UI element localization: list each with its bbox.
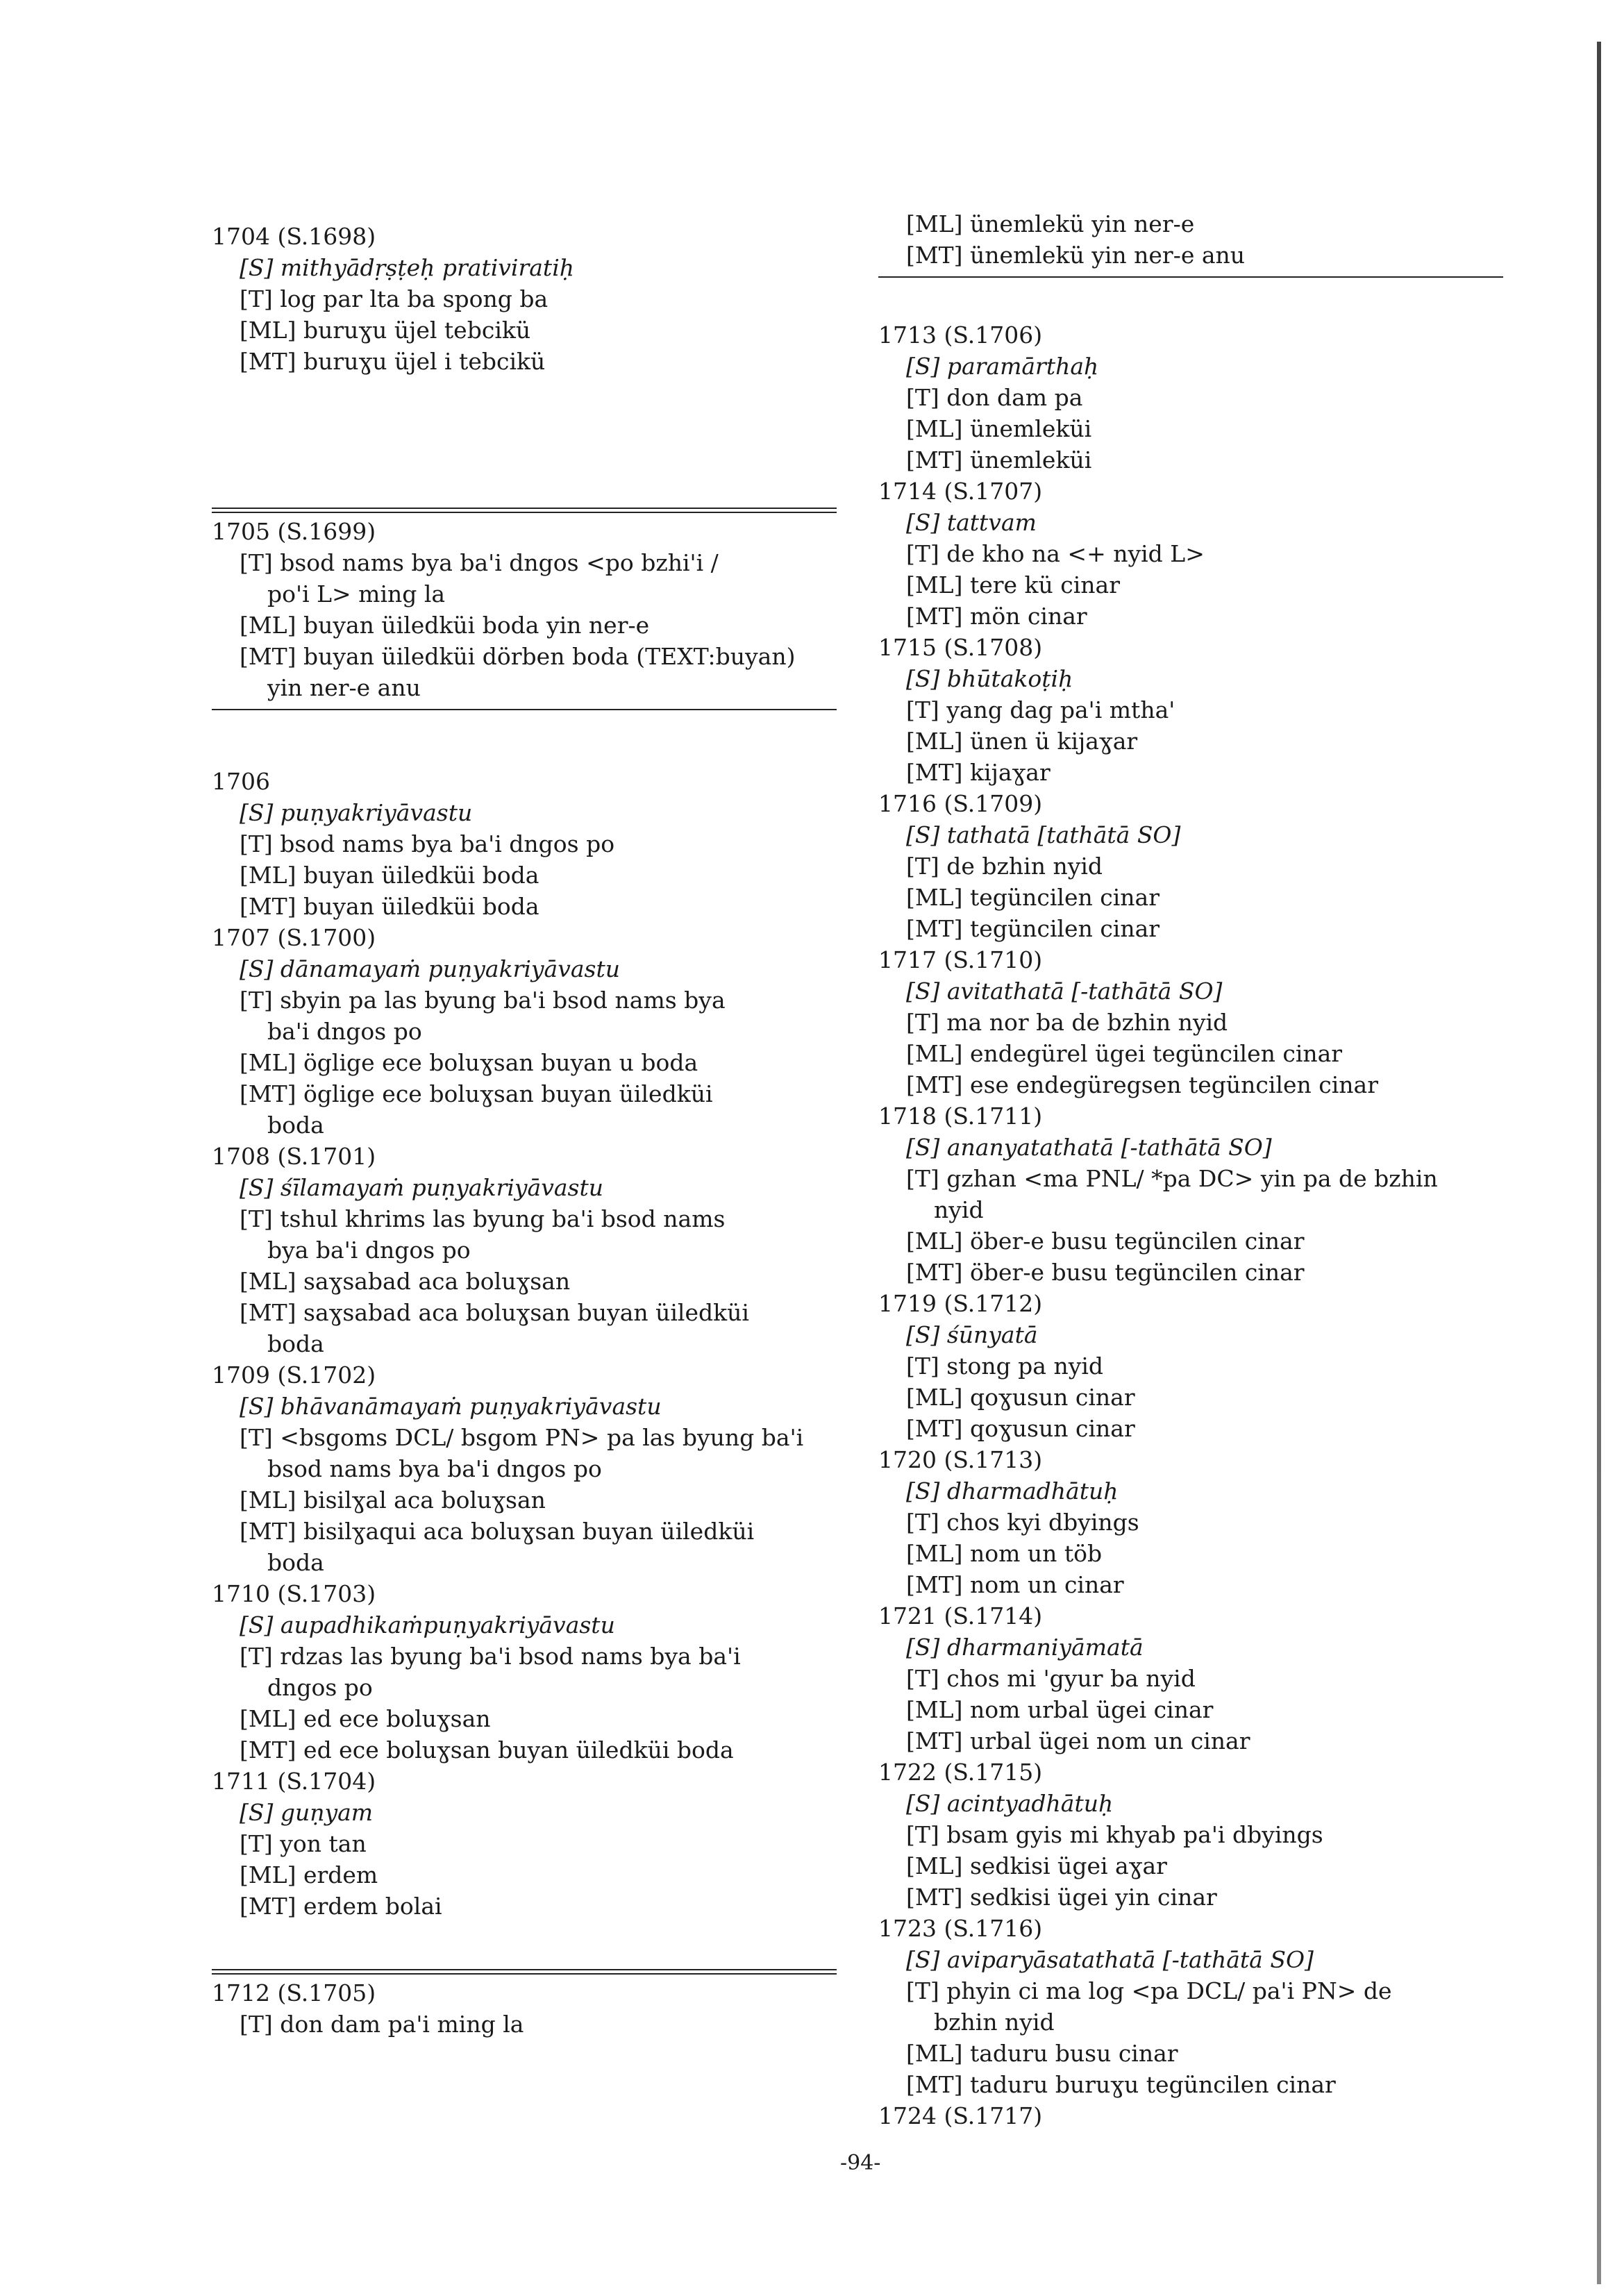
- entry-line: [S] dharmadhātuḥ: [906, 1477, 1119, 1505]
- entry-line: [ML] öglige ece boluɣsan buyan u boda: [240, 1049, 698, 1076]
- entry-header: 1714 (S.1707): [878, 478, 1043, 505]
- entry-header: 1711 (S.1704): [212, 1768, 376, 1795]
- entry-line: [ML] sedkisi ügei aɣar: [906, 1852, 1167, 1879]
- entry-header: 1712 (S.1705): [212, 1979, 376, 2006]
- entry-header: 1719 (S.1712): [878, 1290, 1043, 1317]
- left-column: [212, 221, 837, 2040]
- entry-line: [ML] taduru busu cinar: [906, 2040, 1178, 2067]
- entry-line: [MT] ed ece boluɣsan buyan üiledküi boda: [240, 1736, 734, 1763]
- spacer: [212, 717, 837, 766]
- entry-line: po'i L> ming la: [267, 580, 446, 607]
- entry-line: [ML] nom un töb: [906, 1540, 1103, 1567]
- divider: [212, 502, 837, 516]
- entry-line: [S] bhāvanāmayaṁ puṇyakriyāvastu: [240, 1393, 662, 1420]
- entry-line: bya ba'i dngos po: [267, 1237, 471, 1264]
- entry-line: [MT] ese endegüregsen tegüncilen cinar: [906, 1071, 1378, 1098]
- entry-line: [T] de kho na <+ nyid L>: [906, 540, 1205, 567]
- entry-line: [S] tathatā [tathātā SO]: [906, 821, 1181, 848]
- entry-line: [ML] buyan üiledküi boda: [240, 862, 539, 889]
- entry-line: [MT] bisilɣaqui aca boluɣsan buyan üiledküi: [240, 1518, 755, 1545]
- entry-line: [MT] öber-e busu tegüncilen cinar: [906, 1259, 1305, 1286]
- entry-header: 1715 (S.1708): [878, 634, 1043, 661]
- entry-line: yin ner-e anu: [267, 674, 421, 701]
- entry-header: 1716 (S.1709): [878, 790, 1043, 817]
- page-number: -94-: [840, 2151, 881, 2175]
- entry-line: [T] sbyin pa las byung ba'i bsod nams bya: [240, 987, 726, 1014]
- entry-line: [T] de bzhin nyid: [906, 853, 1103, 880]
- entry-line: [ML] buyan üiledküi boda yin ner-e: [240, 612, 650, 639]
- entry-header: 1704 (S.1698): [212, 223, 376, 250]
- entry-line: [MT] mön cinar: [906, 603, 1087, 630]
- entry-line: [MT] taduru buruɣu tegüncilen cinar: [906, 2071, 1336, 2098]
- entry-line: [S] dharmaniyāmatā: [906, 1634, 1144, 1661]
- page-edge: [1597, 42, 1601, 2284]
- entry-header: 1707 (S.1700): [212, 924, 376, 951]
- entry-line: [MT] urbal ügei nom un cinar: [906, 1727, 1250, 1754]
- entry-line: [MT] qoɣusun cinar: [906, 1415, 1135, 1442]
- entry-line: [MT] tegüncilen cinar: [906, 915, 1160, 942]
- spacer: [878, 285, 1503, 319]
- divider: [212, 703, 837, 717]
- entry-line: boda: [267, 1330, 324, 1357]
- entry-line: [T] log par lta ba spong ba: [240, 285, 549, 312]
- entry-line: [T] bsod nams bya ba'i dngos <po bzhi'i /: [240, 549, 719, 576]
- entry-header: 1720 (S.1713): [878, 1446, 1043, 1473]
- entry-line: [S] acintyadhātuḥ: [906, 1790, 1114, 1817]
- entry-line: [S] aviparyāsatathatā [-tathātā SO]: [906, 1946, 1314, 1973]
- entry-header: 1706: [212, 768, 270, 795]
- entry-header: 1721 (S.1714): [878, 1602, 1043, 1629]
- entry-line: [T] bsam gyis mi khyab pa'i dbyings: [906, 1821, 1323, 1848]
- entry-line: [S] mithyādṛṣṭeḥ prativiratiḥ: [240, 254, 574, 281]
- entry-line: [T] chos mi 'gyur ba nyid: [906, 1665, 1196, 1692]
- entry-header: 1723 (S.1716): [878, 1915, 1043, 1942]
- entry-line: [ML] öber-e busu tegüncilen cinar: [906, 1227, 1305, 1255]
- entry-line: bzhin nyid: [934, 2009, 1055, 2036]
- entry-line: [S] avitathatā [-tathātā SO]: [906, 978, 1223, 1005]
- entry-line: [ML] qoɣusun cinar: [906, 1384, 1135, 1411]
- entry-header: 1722 (S.1715): [878, 1759, 1043, 1786]
- divider: [878, 271, 1503, 285]
- entry-line: [S] puṇyakriyāvastu: [240, 799, 473, 826]
- entry-header: 1718 (S.1711): [878, 1103, 1043, 1130]
- entry-line: [ML] saɣsabad aca boluɣsan: [240, 1268, 571, 1295]
- entry-line: [S] guṇyam: [240, 1799, 374, 1826]
- entry-header: 1713 (S.1706): [878, 321, 1043, 349]
- entry-line: [MT] buyan üiledküi dörben boda (TEXT:buyan): [240, 643, 796, 670]
- entry-line: [S] paramārthaḥ: [906, 353, 1099, 380]
- entry-line: [T] stong pa nyid: [906, 1352, 1104, 1380]
- divider: [212, 1963, 837, 1977]
- entry-line: [S] śūnyatā: [906, 1321, 1038, 1348]
- entry-line: [ML] ünemleküi: [906, 415, 1092, 442]
- entry-line: [ML] ünen ü kijaɣar: [906, 728, 1138, 755]
- entry-line: [T] tshul khrims las byung ba'i bsod nams: [240, 1205, 726, 1232]
- entry-line: [T] yang dag pa'i mtha': [906, 696, 1175, 723]
- entry-header: 1708 (S.1701): [212, 1143, 376, 1170]
- entry-line: [ML] tegüncilen cinar: [906, 884, 1160, 911]
- entry-line: [ML] buruɣu üjel tebcikü: [240, 317, 531, 344]
- entry-line: [ML] ed ece boluɣsan: [240, 1705, 491, 1732]
- entry-line: [T] ma nor ba de bzhin nyid: [906, 1009, 1228, 1036]
- entry-line: ba'i dngos po: [267, 1018, 422, 1045]
- spacer: [212, 1922, 837, 1963]
- entry-line: [ML] endegürel ügei tegüncilen cinar: [906, 1040, 1343, 1067]
- entry-line: bsod nams bya ba'i dngos po: [267, 1455, 602, 1482]
- entry-header: 1717 (S.1710): [878, 946, 1043, 973]
- entry-line: [T] chos kyi dbyings: [906, 1509, 1139, 1536]
- entry-line: [T] phyin ci ma log <pa DCL/ pa'i PN> de: [906, 1977, 1392, 2004]
- entry-line: [S] śīlamayaṁ puṇyakriyāvastu: [240, 1174, 603, 1201]
- entry-line: [T] yon tan: [240, 1830, 367, 1857]
- entry-line: [MT] sedkisi ügei yin cinar: [906, 1884, 1217, 1911]
- entry-line: [ML] tere kü cinar: [906, 571, 1121, 598]
- entry-line: [MT] buyan üiledküi boda: [240, 893, 539, 920]
- entry-line: [MT] kijaɣar: [906, 759, 1050, 786]
- entry-line: nyid: [934, 1196, 984, 1223]
- entry-line: [S] dānamayaṁ puṇyakriyāvastu: [240, 955, 620, 982]
- entry-line: [ML] nom urbal ügei cinar: [906, 1696, 1214, 1723]
- entry-line: [T] bsod nams bya ba'i dngos po: [240, 830, 615, 857]
- entry-line: boda: [267, 1549, 324, 1576]
- entry-line: dngos po: [267, 1674, 373, 1701]
- entry-line: [S] aupadhikaṁpuṇyakriyāvastu: [240, 1611, 615, 1639]
- entry-line: [S] ananyatathatā [-tathātā SO]: [906, 1134, 1272, 1161]
- entry-line: [S] tattvam: [906, 509, 1037, 536]
- entry-line: [MT] ünemlekü yin ner-e anu: [906, 242, 1246, 269]
- right-column: [878, 208, 1503, 2131]
- entry-line: [MT] nom un cinar: [906, 1571, 1124, 1598]
- entry-line: [MT] erdem bolai: [240, 1893, 442, 1920]
- spacer: [212, 377, 837, 502]
- entry-header: 1724 (S.1717): [878, 2102, 1043, 2129]
- entry-line: [MT] öglige ece boluɣsan buyan üiledküi: [240, 1080, 713, 1107]
- entry-line: [MT] saɣsabad aca boluɣsan buyan üiledküi: [240, 1299, 749, 1326]
- entry-line: [ML] ünemlekü yin ner-e: [906, 210, 1195, 237]
- entry-header: 1705 (S.1699): [212, 518, 376, 545]
- entry-line: [ML] erdem: [240, 1861, 378, 1888]
- entry-line: [T] <bsgoms DCL/ bsgom PN> pa las byung ba'i: [240, 1424, 804, 1451]
- entry-line: boda: [267, 1112, 324, 1139]
- entry-line: [S] bhūtakoṭiḥ: [906, 665, 1073, 692]
- entry-line: [T] rdzas las byung ba'i bsod nams bya ba'i: [240, 1643, 741, 1670]
- entry-line: [MT] buruɣu üjel i tebcikü: [240, 348, 546, 375]
- entry-line: [T] gzhan <ma PNL/ *pa DC> yin pa de bzhin: [906, 1165, 1438, 1192]
- entry-header: 1709 (S.1702): [212, 1361, 376, 1389]
- entry-line: [T] don dam pa'i ming la: [240, 2011, 524, 2038]
- entry-line: [MT] ünemleküi: [906, 446, 1092, 474]
- entry-line: [ML] bisilɣal aca boluɣsan: [240, 1486, 546, 1514]
- entry-header: 1710 (S.1703): [212, 1580, 376, 1607]
- entry-line: [T] don dam pa: [906, 384, 1083, 411]
